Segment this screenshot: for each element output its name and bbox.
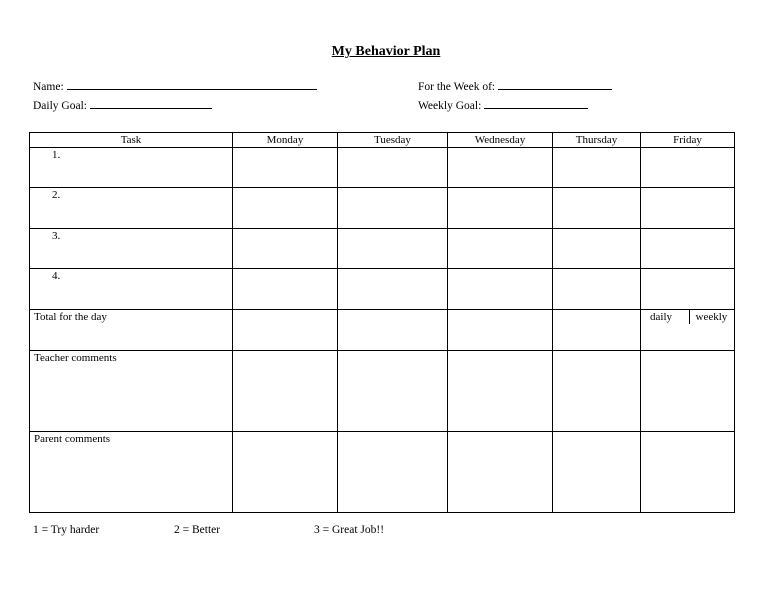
legend-try-harder: 1 = Try harder bbox=[33, 524, 100, 536]
header-monday: Monday bbox=[233, 133, 338, 148]
tuesday-cell[interactable] bbox=[338, 229, 448, 269]
wednesday-parent-cell[interactable] bbox=[448, 432, 553, 513]
task-row bbox=[30, 269, 735, 310]
weekly-goal-label: Weekly Goal: bbox=[418, 100, 482, 112]
teacher-comments-row bbox=[30, 351, 735, 432]
tuesday-total-cell[interactable] bbox=[338, 310, 448, 351]
tuesday-parent-cell[interactable] bbox=[338, 432, 448, 513]
friday-cell[interactable] bbox=[641, 148, 735, 188]
weekly-goal-blank[interactable] bbox=[484, 98, 588, 109]
header-task: Task bbox=[30, 133, 233, 148]
task-number: 2. bbox=[52, 189, 61, 201]
name-blank[interactable] bbox=[67, 79, 317, 90]
thursday-parent-cell[interactable] bbox=[553, 432, 641, 513]
friday-cell[interactable] bbox=[641, 188, 735, 229]
parent-comments-row bbox=[30, 432, 735, 513]
thursday-total-cell[interactable] bbox=[553, 310, 641, 351]
task-cell[interactable] bbox=[30, 188, 233, 229]
task-cell[interactable] bbox=[30, 269, 233, 310]
thursday-cell[interactable] bbox=[553, 269, 641, 310]
friday-weekly-label[interactable]: weekly bbox=[689, 310, 735, 324]
teacher-label-cell bbox=[30, 351, 233, 432]
task-cell[interactable] bbox=[30, 229, 233, 269]
week-label: For the Week of: bbox=[418, 81, 496, 93]
header-friday: Friday bbox=[641, 133, 735, 148]
week-field[interactable] bbox=[418, 79, 612, 93]
behavior-table bbox=[29, 132, 735, 513]
friday-parent-cell[interactable] bbox=[641, 432, 735, 513]
wednesday-total-cell[interactable] bbox=[448, 310, 553, 351]
total-label: Total for the day bbox=[34, 311, 107, 323]
legend-great-job: 3 = Great Job!! bbox=[314, 524, 385, 536]
friday-cell[interactable] bbox=[641, 229, 735, 269]
total-row bbox=[30, 310, 735, 351]
thursday-cell[interactable] bbox=[553, 229, 641, 269]
monday-cell[interactable] bbox=[233, 229, 338, 269]
task-number: 3. bbox=[52, 230, 61, 242]
wednesday-cell[interactable] bbox=[448, 148, 553, 188]
daily-goal-label: Daily Goal: bbox=[33, 100, 87, 112]
wednesday-cell[interactable] bbox=[448, 188, 553, 229]
task-cell[interactable] bbox=[30, 148, 233, 188]
task-number: 4. bbox=[52, 270, 61, 282]
friday-teacher-cell[interactable] bbox=[641, 351, 735, 432]
parent-label-cell bbox=[30, 432, 233, 513]
page-title: My Behavior Plan bbox=[331, 44, 441, 59]
monday-total-cell[interactable] bbox=[233, 310, 338, 351]
header-wednesday: Wednesday bbox=[448, 133, 553, 148]
thursday-teacher-cell[interactable] bbox=[553, 351, 641, 432]
name-field[interactable] bbox=[33, 79, 317, 93]
total-label-cell bbox=[30, 310, 233, 351]
monday-teacher-cell[interactable] bbox=[233, 351, 338, 432]
daily-goal-blank[interactable] bbox=[90, 98, 212, 109]
tuesday-cell[interactable] bbox=[338, 148, 448, 188]
tuesday-cell[interactable] bbox=[338, 188, 448, 229]
legend-better: 2 = Better bbox=[174, 524, 221, 536]
wednesday-teacher-cell[interactable] bbox=[448, 351, 553, 432]
weekly-goal-field[interactable] bbox=[418, 98, 588, 112]
monday-cell[interactable] bbox=[233, 269, 338, 310]
header-tuesday: Tuesday bbox=[338, 133, 448, 148]
parent-comments-label: Parent comments bbox=[34, 433, 111, 445]
friday-total-cell[interactable] bbox=[641, 310, 735, 351]
thursday-cell[interactable] bbox=[553, 148, 641, 188]
thursday-cell[interactable] bbox=[553, 188, 641, 229]
header-row bbox=[30, 133, 735, 148]
friday-cell[interactable] bbox=[641, 269, 735, 310]
task-row bbox=[30, 188, 735, 229]
name-label: Name: bbox=[33, 81, 64, 93]
task-row bbox=[30, 148, 735, 188]
friday-daily-label[interactable]: daily bbox=[650, 311, 672, 323]
teacher-comments-label: Teacher comments bbox=[34, 352, 117, 364]
monday-cell[interactable] bbox=[233, 148, 338, 188]
wednesday-cell[interactable] bbox=[448, 229, 553, 269]
monday-parent-cell[interactable] bbox=[233, 432, 338, 513]
header-thursday: Thursday bbox=[553, 133, 641, 148]
task-row bbox=[30, 229, 735, 269]
week-blank[interactable] bbox=[498, 79, 612, 90]
monday-cell[interactable] bbox=[233, 188, 338, 229]
tuesday-cell[interactable] bbox=[338, 269, 448, 310]
wednesday-cell[interactable] bbox=[448, 269, 553, 310]
tuesday-teacher-cell[interactable] bbox=[338, 351, 448, 432]
task-number: 1. bbox=[52, 149, 61, 161]
daily-goal-field[interactable] bbox=[33, 98, 212, 112]
